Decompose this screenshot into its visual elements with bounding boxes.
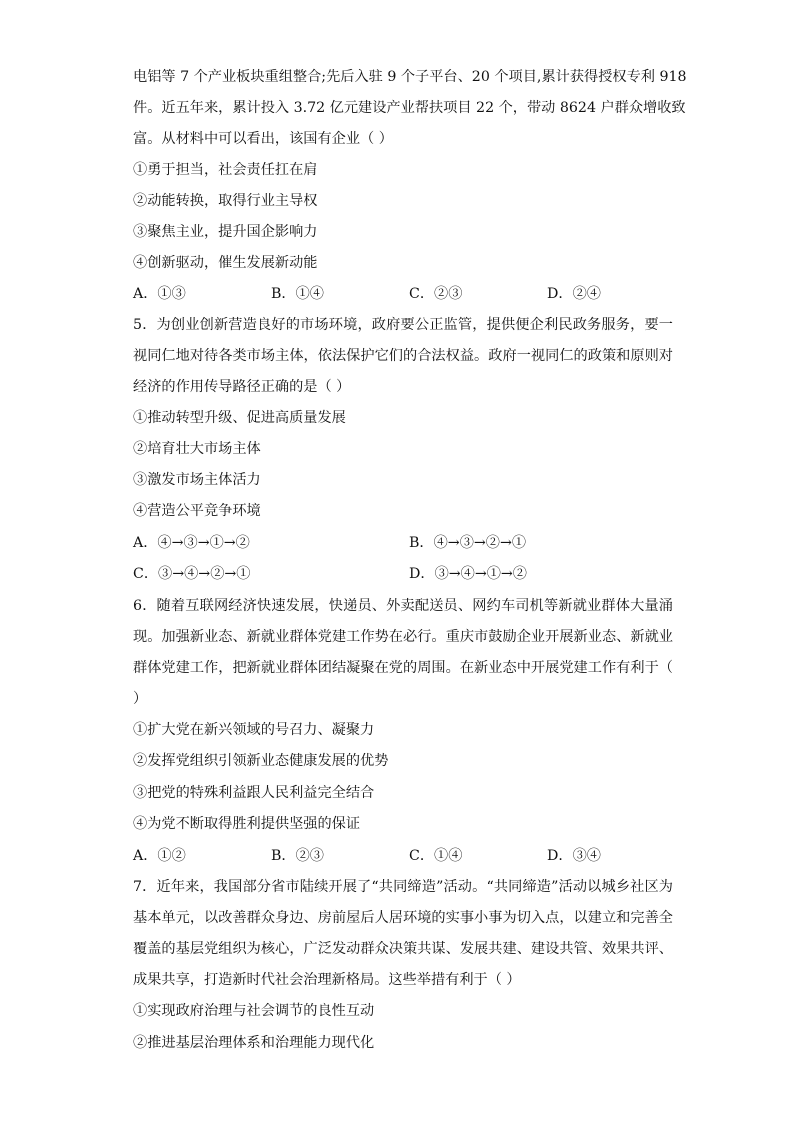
q6-statement-3: ③把党的特殊利益跟人民利益完全结合 (133, 785, 375, 801)
q5-option-d: D．③→④→①→② (409, 566, 527, 582)
q6-option-a: A．①② (133, 848, 186, 864)
q5-statement-2: ②培育壮大市场主体 (133, 441, 261, 457)
q4-statement-1: ①勇于担当，社会责任扛在肩 (133, 162, 318, 178)
q5-option-b: B．④→③→②→① (409, 535, 527, 551)
q5-option-a: A．④→③→①→② (133, 535, 250, 551)
q4-stem-line-1: 电铝等 7 个产业板块重组整合;先后入驻 9 个子平台、20 个项目,累计获得授权专利 918 (133, 69, 687, 85)
q6-option-b: B．②③ (271, 848, 324, 864)
q5-stem-line-2: 视同仁地对待各类市场主体，依法保护它们的合法权益。政府一视同仁的政策和原则对 (133, 348, 673, 364)
q5-statement-4: ④营造公平竞争环境 (133, 503, 261, 519)
q6-stem-line-4: ） (133, 691, 148, 707)
q4-option-a: A．①③ (133, 286, 186, 302)
q4-statement-4: ④创新驱动，催生发展新动能 (133, 255, 318, 271)
q6-statement-4: ④为党不断取得胜利提供坚强的保证 (133, 816, 361, 832)
q7-statement-2: ②推进基层治理体系和治理能力现代化 (133, 1035, 375, 1051)
q6-option-c: C．①④ (409, 848, 463, 864)
q6-stem-line-2: 现。加强新业态、新就业群体党建工作势在必行。重庆市鼓励企业开展新业态、新就业 (133, 629, 673, 645)
q7-stem-line-4: 成果共享，打造新时代社会治理新格局。这些举措有利于（ ） (133, 972, 521, 988)
q6-option-d: D．③④ (547, 848, 601, 864)
q5-statement-1: ①推动转型升级、促进高质量发展 (133, 410, 346, 426)
q5-option-c: C．③→④→②→① (133, 566, 251, 582)
q5-statement-3: ③激发市场主体活力 (133, 472, 261, 488)
q7-statement-1: ①实现政府治理与社会调节的良性互动 (133, 1003, 375, 1019)
q7-stem-line-1: 7．近年来，我国部分省市陆续开展了“共同缔造”活动。“共同缔造”活动以城乡社区为 (133, 879, 673, 895)
q6-statement-2: ②发挥党组织引领新业态健康发展的优势 (133, 753, 389, 769)
q6-stem-line-3: 群体党建工作，把新就业群体团结凝聚在党的周围。在新业态中开展党建工作有利于（ (133, 660, 673, 676)
q4-option-d: D．②④ (547, 286, 601, 302)
q5-stem-line-3: 经济的作用传导路径正确的是（ ） (133, 379, 351, 395)
q7-stem-line-3: 覆盖的基层党组织为核心，广泛发动群众决策共谋、发展共建、建设共管、效果共评、 (133, 941, 673, 957)
q6-stem-line-1: 6．随着互联网经济快速发展，快递员、外卖配送员、网约车司机等新就业群体大量涌 (133, 598, 673, 614)
q5-stem-line-1: 5．为创业创新营造良好的市场环境，政府要公正监管，提供便企利民政务服务，要一 (133, 317, 673, 333)
q4-statement-2: ②动能转换，取得行业主导权 (133, 193, 318, 209)
q4-statement-3: ③聚焦主业，提升国企影响力 (133, 224, 318, 240)
q6-statement-1: ①扩大党在新兴领域的号召力、凝聚力 (133, 722, 375, 738)
q4-option-c: C．②③ (409, 286, 463, 302)
q7-stem-line-2: 基本单元，以改善群众身边、房前屋后人居环境的实事小事为切入点，以建立和完善全 (133, 910, 673, 926)
q4-option-b: B．①④ (271, 286, 324, 302)
q4-stem-line-3: 富。从材料中可以看出，该国有企业（ ） (133, 131, 393, 147)
q4-stem-line-2: 件。近五年来，累计投入 3.72 亿元建设产业帮扶项目 22 个，带动 8624 户群众增收致 (133, 100, 686, 116)
